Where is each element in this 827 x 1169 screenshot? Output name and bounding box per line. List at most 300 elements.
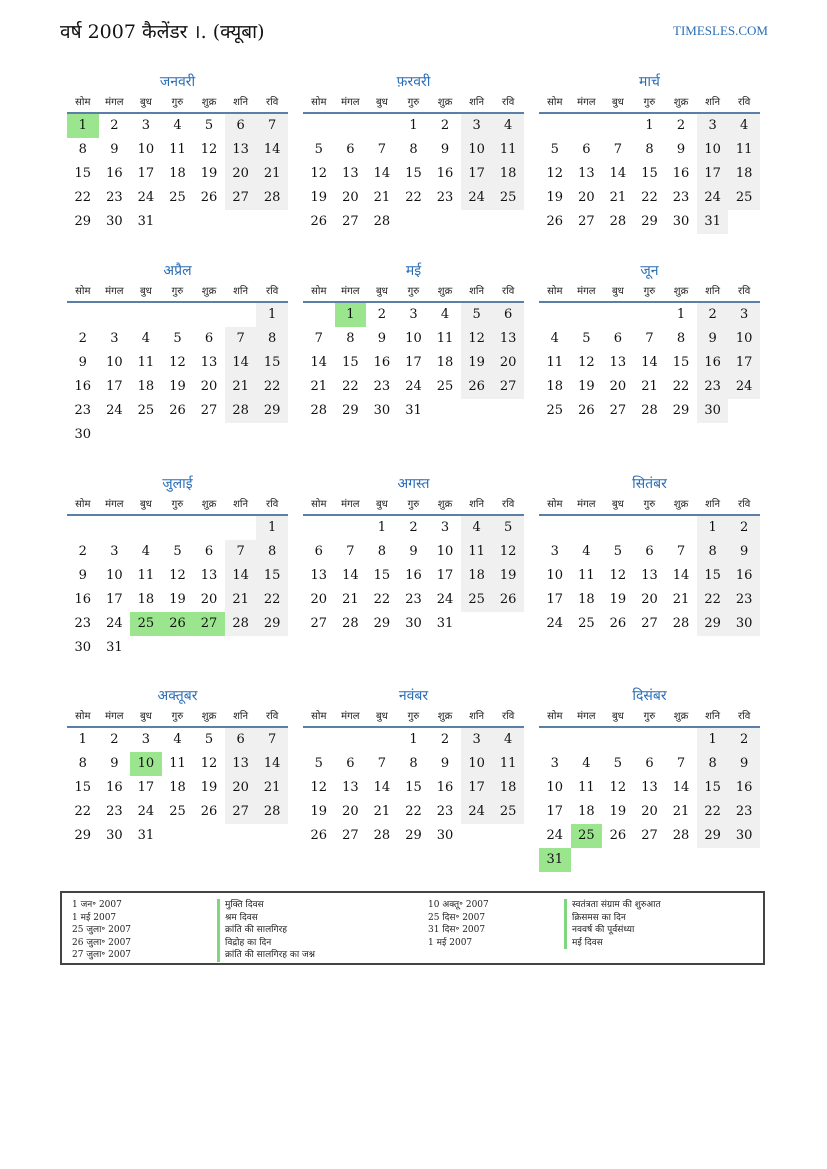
day-cell[interactable]: 17	[137, 166, 155, 181]
day-cell[interactable]: 14	[373, 166, 391, 181]
day-cell[interactable]: 13	[225, 752, 257, 776]
day-cell[interactable]: 24	[405, 379, 422, 394]
day-cell[interactable]: 10	[106, 355, 123, 370]
day-cell[interactable]: 26	[310, 214, 328, 229]
day-cell[interactable]: 26	[578, 403, 595, 418]
day-cell[interactable]: 28	[373, 828, 391, 843]
day-cell[interactable]: 14	[342, 568, 359, 583]
day-cell[interactable]: 14	[256, 752, 288, 776]
day-cell[interactable]: 21	[609, 190, 627, 205]
day-cell[interactable]: 21	[672, 592, 690, 607]
day-cell[interactable]: 20	[492, 351, 524, 375]
day-cell[interactable]: 5	[173, 544, 182, 559]
day-cell[interactable]: 17	[461, 162, 493, 186]
day-cell[interactable]: 13	[641, 568, 658, 583]
day-cell[interactable]: 12	[169, 568, 186, 583]
day-cell[interactable]: 5	[582, 331, 591, 346]
day-cell[interactable]: 8	[697, 752, 729, 776]
day-cell[interactable]: 1	[256, 303, 288, 327]
day-cell[interactable]: 15	[641, 166, 658, 181]
day-cell[interactable]: 7	[377, 142, 387, 157]
day-cell[interactable]: 15	[74, 780, 92, 795]
day-cell[interactable]: 21	[373, 190, 391, 205]
day-cell[interactable]: 27	[310, 616, 328, 631]
holiday-day-cell[interactable]: 25	[571, 824, 603, 848]
day-cell[interactable]: 15	[405, 780, 422, 795]
day-cell[interactable]: 30	[74, 427, 92, 442]
day-cell[interactable]: 13	[200, 355, 218, 370]
day-cell[interactable]: 24	[461, 800, 493, 824]
day-cell[interactable]: 19	[200, 166, 218, 181]
day-cell[interactable]: 7	[314, 331, 323, 346]
day-cell[interactable]: 6	[225, 728, 257, 752]
day-cell[interactable]: 15	[342, 355, 359, 370]
day-cell[interactable]: 6	[204, 331, 214, 346]
day-cell[interactable]: 22	[697, 588, 729, 612]
day-cell[interactable]: 16	[697, 351, 729, 375]
day-cell[interactable]: 23	[697, 375, 729, 399]
day-cell[interactable]: 26	[461, 375, 493, 399]
day-cell[interactable]: 19	[310, 190, 328, 205]
day-cell[interactable]: 30	[373, 403, 391, 418]
day-cell[interactable]: 23	[728, 588, 760, 612]
day-cell[interactable]: 25	[546, 403, 564, 418]
day-cell[interactable]: 5	[613, 544, 623, 559]
day-cell[interactable]: 6	[613, 331, 623, 346]
day-cell[interactable]: 19	[169, 592, 186, 607]
day-cell[interactable]: 18	[137, 592, 155, 607]
day-cell[interactable]: 7	[645, 331, 654, 346]
day-cell[interactable]: 18	[578, 592, 595, 607]
day-cell[interactable]: 9	[728, 540, 760, 564]
day-cell[interactable]: 9	[409, 544, 418, 559]
holiday-day-cell[interactable]: 1	[335, 303, 367, 327]
day-cell[interactable]: 25	[728, 186, 760, 210]
day-cell[interactable]: 19	[492, 564, 524, 588]
day-cell[interactable]: 2	[440, 732, 450, 747]
day-cell[interactable]: 20	[225, 162, 257, 186]
day-cell[interactable]: 17	[106, 592, 123, 607]
day-cell[interactable]: 4	[141, 544, 151, 559]
day-cell[interactable]: 4	[461, 516, 493, 540]
day-cell[interactable]: 22	[256, 588, 288, 612]
day-cell[interactable]: 27	[641, 828, 658, 843]
day-cell[interactable]: 28	[342, 616, 359, 631]
day-cell[interactable]: 31	[106, 640, 123, 655]
day-cell[interactable]: 27	[609, 403, 627, 418]
day-cell[interactable]: 12	[169, 355, 186, 370]
day-cell[interactable]: 10	[728, 327, 760, 351]
day-cell[interactable]: 19	[200, 780, 218, 795]
day-cell[interactable]: 26	[609, 616, 627, 631]
day-cell[interactable]: 28	[641, 403, 658, 418]
day-cell[interactable]: 6	[645, 756, 654, 771]
day-cell[interactable]: 23	[405, 592, 422, 607]
day-cell[interactable]: 10	[405, 331, 422, 346]
day-cell[interactable]: 29	[697, 612, 729, 636]
day-cell[interactable]: 2	[728, 516, 760, 540]
day-cell[interactable]: 16	[74, 379, 92, 394]
day-cell[interactable]: 24	[106, 403, 123, 418]
day-cell[interactable]: 7	[676, 544, 686, 559]
day-cell[interactable]: 7	[676, 756, 686, 771]
day-cell[interactable]: 2	[78, 331, 87, 346]
day-cell[interactable]: 2	[110, 118, 119, 133]
holiday-day-cell[interactable]: 26	[162, 612, 194, 636]
day-cell[interactable]: 29	[342, 403, 359, 418]
day-cell[interactable]: 8	[256, 540, 288, 564]
day-cell[interactable]: 20	[200, 379, 218, 394]
day-cell[interactable]: 30	[672, 214, 690, 229]
day-cell[interactable]: 28	[256, 186, 288, 210]
day-cell[interactable]: 18	[492, 776, 524, 800]
day-cell[interactable]: 11	[137, 568, 155, 583]
day-cell[interactable]: 6	[204, 544, 214, 559]
day-cell[interactable]: 15	[373, 568, 391, 583]
day-cell[interactable]: 1	[676, 307, 686, 322]
day-cell[interactable]: 30	[405, 616, 422, 631]
day-cell[interactable]: 18	[436, 355, 454, 370]
day-cell[interactable]: 17	[106, 379, 123, 394]
day-cell[interactable]: 13	[200, 568, 218, 583]
day-cell[interactable]: 9	[110, 756, 119, 771]
day-cell[interactable]: 29	[641, 214, 658, 229]
day-cell[interactable]: 16	[728, 564, 760, 588]
day-cell[interactable]: 30	[74, 640, 92, 655]
day-cell[interactable]: 23	[436, 190, 454, 205]
day-cell[interactable]: 24	[728, 375, 760, 399]
day-cell[interactable]: 16	[405, 568, 422, 583]
day-cell[interactable]: 11	[137, 355, 155, 370]
day-cell[interactable]: 24	[697, 186, 729, 210]
day-cell[interactable]: 11	[578, 780, 595, 795]
day-cell[interactable]: 24	[137, 804, 155, 819]
day-cell[interactable]: 27	[342, 214, 359, 229]
day-cell[interactable]: 5	[173, 331, 182, 346]
day-cell[interactable]: 18	[728, 162, 760, 186]
day-cell[interactable]: 29	[672, 403, 690, 418]
day-cell[interactable]: 17	[405, 355, 422, 370]
day-cell[interactable]: 18	[461, 564, 493, 588]
day-cell[interactable]: 16	[728, 776, 760, 800]
day-cell[interactable]: 1	[78, 732, 87, 747]
day-cell[interactable]: 23	[672, 190, 690, 205]
day-cell[interactable]: 27	[578, 214, 595, 229]
day-cell[interactable]: 18	[578, 804, 595, 819]
day-cell[interactable]: 1	[697, 728, 729, 752]
day-cell[interactable]: 29	[373, 616, 391, 631]
day-cell[interactable]: 11	[461, 540, 493, 564]
day-cell[interactable]: 11	[728, 138, 760, 162]
day-cell[interactable]: 26	[492, 588, 524, 612]
day-cell[interactable]: 26	[546, 214, 564, 229]
day-cell[interactable]: 27	[492, 375, 524, 399]
day-cell[interactable]: 7	[377, 756, 387, 771]
day-cell[interactable]: 7	[225, 540, 257, 564]
day-cell[interactable]: 1	[409, 118, 418, 133]
day-cell[interactable]: 12	[310, 166, 328, 181]
day-cell[interactable]: 1	[377, 520, 387, 535]
day-cell[interactable]: 3	[110, 331, 119, 346]
day-cell[interactable]: 28	[672, 616, 690, 631]
day-cell[interactable]: 15	[405, 166, 422, 181]
day-cell[interactable]: 21	[342, 592, 359, 607]
day-cell[interactable]: 5	[550, 142, 559, 157]
day-cell[interactable]: 2	[409, 520, 418, 535]
day-cell[interactable]: 12	[200, 142, 218, 157]
day-cell[interactable]: 19	[310, 804, 328, 819]
day-cell[interactable]: 29	[74, 828, 92, 843]
day-cell[interactable]: 17	[546, 592, 564, 607]
day-cell[interactable]: 16	[436, 166, 454, 181]
day-cell[interactable]: 6	[492, 303, 524, 327]
day-cell[interactable]: 17	[697, 162, 729, 186]
day-cell[interactable]: 20	[310, 592, 328, 607]
day-cell[interactable]: 15	[256, 564, 288, 588]
day-cell[interactable]: 2	[377, 307, 387, 322]
day-cell[interactable]: 18	[546, 379, 564, 394]
day-cell[interactable]: 26	[169, 403, 186, 418]
day-cell[interactable]: 9	[377, 331, 387, 346]
day-cell[interactable]: 26	[200, 190, 218, 205]
day-cell[interactable]: 6	[225, 114, 257, 138]
day-cell[interactable]: 6	[346, 142, 355, 157]
day-cell[interactable]: 7	[613, 142, 623, 157]
day-cell[interactable]: 13	[342, 780, 359, 795]
day-cell[interactable]: 16	[436, 780, 454, 795]
day-cell[interactable]: 26	[200, 804, 218, 819]
day-cell[interactable]: 7	[256, 114, 288, 138]
day-cell[interactable]: 2	[110, 732, 119, 747]
day-cell[interactable]: 8	[78, 142, 87, 157]
day-cell[interactable]: 4	[173, 732, 182, 747]
day-cell[interactable]: 13	[225, 138, 257, 162]
day-cell[interactable]: 11	[436, 331, 454, 346]
day-cell[interactable]: 3	[461, 728, 493, 752]
day-cell[interactable]: 3	[550, 544, 559, 559]
day-cell[interactable]: 31	[697, 210, 729, 234]
day-cell[interactable]: 21	[310, 379, 328, 394]
day-cell[interactable]: 23	[436, 804, 454, 819]
day-cell[interactable]: 9	[728, 752, 760, 776]
day-cell[interactable]: 20	[641, 804, 658, 819]
day-cell[interactable]: 20	[200, 592, 218, 607]
day-cell[interactable]: 8	[697, 540, 729, 564]
day-cell[interactable]: 4	[728, 114, 760, 138]
day-cell[interactable]: 30	[697, 399, 729, 423]
day-cell[interactable]: 28	[672, 828, 690, 843]
day-cell[interactable]: 14	[641, 355, 658, 370]
day-cell[interactable]: 4	[550, 331, 559, 346]
day-cell[interactable]: 26	[609, 828, 627, 843]
day-cell[interactable]: 29	[256, 612, 288, 636]
day-cell[interactable]: 16	[672, 166, 690, 181]
holiday-day-cell[interactable]: 27	[193, 612, 225, 636]
day-cell[interactable]: 21	[373, 804, 391, 819]
day-cell[interactable]: 5	[613, 756, 623, 771]
day-cell[interactable]: 10	[137, 142, 155, 157]
day-cell[interactable]: 22	[256, 375, 288, 399]
day-cell[interactable]: 17	[461, 776, 493, 800]
day-cell[interactable]: 29	[405, 828, 422, 843]
day-cell[interactable]: 4	[492, 728, 524, 752]
day-cell[interactable]: 22	[373, 592, 391, 607]
day-cell[interactable]: 17	[546, 804, 564, 819]
day-cell[interactable]: 2	[78, 544, 87, 559]
day-cell[interactable]: 3	[550, 756, 559, 771]
day-cell[interactable]: 8	[377, 544, 387, 559]
day-cell[interactable]: 8	[645, 142, 654, 157]
holiday-day-cell[interactable]: 31	[539, 848, 571, 872]
day-cell[interactable]: 22	[672, 379, 690, 394]
day-cell[interactable]: 3	[461, 114, 493, 138]
day-cell[interactable]: 25	[169, 804, 186, 819]
day-cell[interactable]: 12	[310, 780, 328, 795]
day-cell[interactable]: 9	[440, 756, 450, 771]
day-cell[interactable]: 2	[676, 118, 686, 133]
day-cell[interactable]: 22	[74, 190, 92, 205]
day-cell[interactable]: 10	[546, 780, 564, 795]
day-cell[interactable]: 4	[582, 756, 591, 771]
day-cell[interactable]: 20	[609, 379, 627, 394]
day-cell[interactable]: 20	[342, 190, 359, 205]
day-cell[interactable]: 8	[409, 142, 418, 157]
day-cell[interactable]: 19	[461, 351, 493, 375]
day-cell[interactable]: 23	[74, 616, 92, 631]
day-cell[interactable]: 9	[110, 142, 119, 157]
day-cell[interactable]: 14	[672, 568, 690, 583]
day-cell[interactable]: 20	[342, 804, 359, 819]
day-cell[interactable]: 5	[314, 142, 323, 157]
day-cell[interactable]: 30	[106, 828, 123, 843]
day-cell[interactable]: 6	[314, 544, 323, 559]
day-cell[interactable]: 28	[225, 612, 257, 636]
day-cell[interactable]: 15	[256, 351, 288, 375]
holiday-day-cell[interactable]: 10	[130, 752, 162, 776]
day-cell[interactable]: 9	[697, 327, 729, 351]
day-cell[interactable]: 31	[436, 616, 454, 631]
day-cell[interactable]: 6	[645, 544, 654, 559]
day-cell[interactable]: 10	[461, 138, 493, 162]
day-cell[interactable]: 8	[78, 756, 87, 771]
day-cell[interactable]: 15	[697, 564, 729, 588]
day-cell[interactable]: 3	[697, 114, 729, 138]
day-cell[interactable]: 13	[492, 327, 524, 351]
day-cell[interactable]: 14	[310, 355, 328, 370]
day-cell[interactable]: 1	[645, 118, 654, 133]
day-cell[interactable]: 8	[346, 331, 355, 346]
day-cell[interactable]: 30	[728, 612, 760, 636]
day-cell[interactable]: 22	[697, 800, 729, 824]
day-cell[interactable]: 21	[225, 588, 257, 612]
day-cell[interactable]: 18	[492, 162, 524, 186]
day-cell[interactable]: 12	[461, 327, 493, 351]
day-cell[interactable]: 22	[405, 190, 422, 205]
day-cell[interactable]: 20	[578, 190, 595, 205]
day-cell[interactable]: 13	[342, 166, 359, 181]
day-cell[interactable]: 16	[106, 166, 123, 181]
day-cell[interactable]: 21	[672, 804, 690, 819]
day-cell[interactable]: 16	[373, 355, 391, 370]
holiday-day-cell[interactable]: 1	[67, 114, 99, 138]
day-cell[interactable]: 10	[697, 138, 729, 162]
day-cell[interactable]: 24	[436, 592, 454, 607]
day-cell[interactable]: 23	[728, 800, 760, 824]
day-cell[interactable]: 18	[137, 379, 155, 394]
day-cell[interactable]: 30	[728, 824, 760, 848]
site-link[interactable]: TIMESLES.COM	[673, 23, 768, 38]
day-cell[interactable]: 27	[225, 186, 257, 210]
day-cell[interactable]: 12	[609, 780, 627, 795]
day-cell[interactable]: 30	[436, 828, 454, 843]
day-cell[interactable]: 11	[169, 142, 186, 157]
day-cell[interactable]: 18	[169, 780, 186, 795]
day-cell[interactable]: 29	[256, 399, 288, 423]
day-cell[interactable]: 14	[225, 564, 257, 588]
day-cell[interactable]: 19	[609, 804, 627, 819]
day-cell[interactable]: 10	[546, 568, 564, 583]
day-cell[interactable]: 3	[409, 307, 418, 322]
day-cell[interactable]: 3	[440, 520, 450, 535]
day-cell[interactable]: 21	[225, 375, 257, 399]
day-cell[interactable]: 27	[225, 800, 257, 824]
day-cell[interactable]: 7	[256, 728, 288, 752]
day-cell[interactable]: 11	[546, 355, 564, 370]
day-cell[interactable]: 3	[141, 118, 151, 133]
day-cell[interactable]: 8	[409, 756, 418, 771]
day-cell[interactable]: 11	[578, 568, 595, 583]
day-cell[interactable]: 31	[405, 403, 422, 418]
day-cell[interactable]: 12	[492, 540, 524, 564]
day-cell[interactable]: 25	[137, 403, 155, 418]
day-cell[interactable]: 15	[697, 776, 729, 800]
day-cell[interactable]: 25	[492, 800, 524, 824]
day-cell[interactable]: 11	[169, 756, 186, 771]
day-cell[interactable]: 27	[200, 403, 218, 418]
day-cell[interactable]: 8	[256, 327, 288, 351]
day-cell[interactable]: 5	[204, 732, 214, 747]
day-cell[interactable]: 8	[676, 331, 686, 346]
day-cell[interactable]: 14	[373, 780, 391, 795]
day-cell[interactable]: 28	[373, 214, 391, 229]
day-cell[interactable]: 24	[546, 616, 564, 631]
day-cell[interactable]: 26	[310, 828, 328, 843]
day-cell[interactable]: 27	[342, 828, 359, 843]
day-cell[interactable]: 11	[492, 752, 524, 776]
day-cell[interactable]: 28	[310, 403, 328, 418]
day-cell[interactable]: 13	[578, 166, 595, 181]
day-cell[interactable]: 17	[436, 568, 454, 583]
day-cell[interactable]: 1	[256, 516, 288, 540]
day-cell[interactable]: 10	[461, 752, 493, 776]
day-cell[interactable]: 6	[346, 756, 355, 771]
day-cell[interactable]: 3	[141, 732, 151, 747]
day-cell[interactable]: 28	[609, 214, 627, 229]
day-cell[interactable]: 19	[609, 592, 627, 607]
day-cell[interactable]: 20	[641, 592, 658, 607]
day-cell[interactable]: 22	[74, 804, 92, 819]
day-cell[interactable]: 18	[169, 166, 186, 181]
day-cell[interactable]: 3	[728, 303, 760, 327]
day-cell[interactable]: 25	[169, 190, 186, 205]
day-cell[interactable]: 1	[697, 516, 729, 540]
day-cell[interactable]: 24	[461, 186, 493, 210]
day-cell[interactable]: 19	[578, 379, 595, 394]
day-cell[interactable]: 4	[173, 118, 182, 133]
holiday-day-cell[interactable]: 25	[130, 612, 162, 636]
day-cell[interactable]: 25	[578, 616, 595, 631]
day-cell[interactable]: 3	[110, 544, 119, 559]
